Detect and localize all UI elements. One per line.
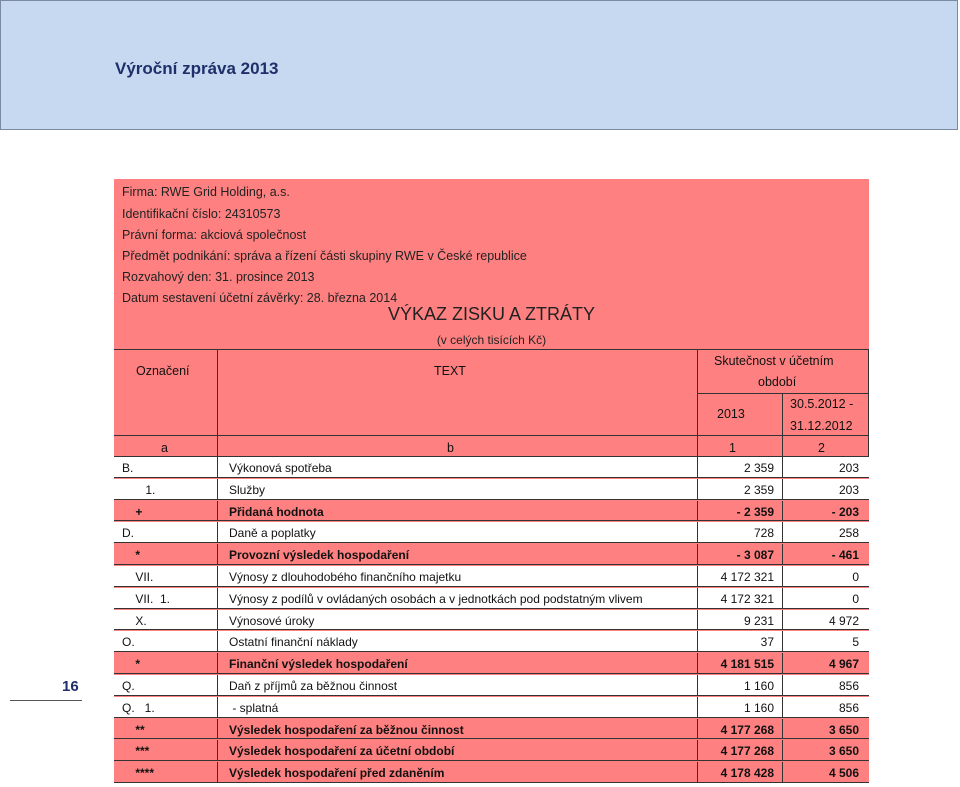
report-subtitle: (v celých tisících Kč) (436, 333, 547, 347)
compilation-date: Datum sestavení účetní závěrky: 28. března 2014 (122, 291, 398, 305)
row-value-2013: 9 231 (743, 613, 774, 628)
row-code: *** (122, 744, 150, 759)
row-code: * (122, 657, 141, 672)
row-value-2013: 4 178 428 (720, 766, 774, 781)
row-text: Výnosy z dlouhodobého finančního majetku (229, 570, 462, 584)
table-row (114, 610, 869, 631)
table-row (114, 631, 869, 652)
grid-line (782, 740, 783, 760)
row-value-2013: 4 177 268 (720, 744, 774, 759)
table-row (114, 740, 869, 761)
grid-line (697, 631, 698, 651)
table-row (114, 588, 869, 609)
row-code: O. (122, 635, 135, 650)
row-text: Ostatní finanční náklady (229, 635, 358, 650)
row-value-2013: 4 177 268 (720, 722, 774, 737)
grid-line (217, 588, 218, 608)
grid-line (697, 675, 698, 695)
legal-form: Právní forma: akciová společnost (122, 228, 307, 242)
grid-line (217, 653, 218, 673)
table-row (114, 501, 869, 522)
row-code: * (122, 548, 141, 563)
row-value-2013: 2 359 (743, 461, 774, 475)
grid-line (697, 610, 698, 630)
grid-line (697, 349, 698, 457)
grid-line (697, 653, 698, 673)
row-code: VII. 1. (122, 591, 171, 606)
row-value-2013: 4 172 321 (720, 570, 774, 584)
table-row (114, 697, 869, 718)
grid-line (697, 566, 698, 586)
col-header-text: TEXT (434, 364, 466, 378)
row-code: ** (122, 722, 145, 737)
company-name: Firma: RWE Grid Holding, a.s. (122, 185, 290, 199)
col-header-skutecnost: Skutečnost v účetním (714, 354, 834, 368)
col-header-prev-2: 31.12.2012 (790, 419, 853, 433)
grid-line (217, 697, 218, 717)
row-code: B. (122, 461, 134, 475)
col-index-2: 2 (818, 441, 825, 455)
row-value-prev: - 461 (831, 548, 859, 563)
col-index-b: b (447, 441, 454, 455)
row-value-prev: 203 (838, 461, 859, 475)
row-text: Výsledek hospodaření za běžnou činnost (229, 722, 464, 737)
business-activity: Předmět podnikání: správa a řízení části skupiny RWE v České republice (122, 249, 527, 263)
row-text: Provozní výsledek hospodaření (229, 548, 410, 563)
col-index-a: a (161, 441, 168, 455)
table-row (114, 457, 869, 478)
row-value-2013: 2 359 (743, 482, 774, 497)
row-code: Q. (122, 679, 135, 693)
table-row (114, 522, 869, 543)
row-code: + (122, 504, 143, 519)
grid-line (697, 719, 698, 739)
row-value-prev: - 203 (831, 504, 859, 519)
grid-line (217, 457, 218, 477)
row-value-prev: 5 (852, 635, 859, 650)
row-code: Q. 1. (122, 700, 155, 715)
page-number: 16 (62, 678, 79, 695)
grid-line (697, 522, 698, 542)
banner-title: Výroční zpráva 2013 (115, 59, 279, 78)
table-row (114, 479, 869, 500)
row-text: Výsledek hospodaření před zdaněním (229, 766, 445, 781)
grid-line (697, 740, 698, 760)
table-row (114, 719, 869, 740)
row-text: Výnosové úroky (229, 613, 315, 628)
grid-line (782, 393, 783, 457)
row-text: - splatná (229, 700, 279, 715)
grid-line (782, 719, 783, 739)
grid-line (782, 653, 783, 673)
row-value-prev: 856 (838, 700, 859, 715)
grid-line (217, 479, 218, 499)
col-index-1: 1 (729, 441, 736, 455)
grid-line (697, 762, 698, 782)
row-code: 1. (122, 482, 156, 497)
table-row (114, 762, 869, 783)
table-row (114, 653, 869, 674)
grid-line (217, 501, 218, 521)
grid-line (782, 544, 783, 564)
grid-line (217, 762, 218, 782)
grid-line (217, 522, 218, 542)
grid-line (782, 479, 783, 499)
grid-line (697, 457, 698, 477)
page-number-rule (10, 700, 82, 701)
row-text: Služby (229, 482, 266, 497)
income-statement (114, 179, 869, 782)
row-text: Daň z příjmů za běžnou činnost (229, 679, 398, 693)
grid-line (217, 349, 218, 457)
row-text: Finanční výsledek hospodaření (229, 657, 408, 672)
row-value-2013: 728 (753, 526, 774, 541)
grid-line (217, 740, 218, 760)
report-title: VÝKAZ ZISKU A ZTRÁTY (387, 304, 596, 324)
grid-line (697, 393, 869, 394)
grid-line (697, 544, 698, 564)
table-row (114, 675, 869, 696)
col-header-oznaceni: Označení (136, 364, 190, 378)
company-id: Identifikační číslo: 24310573 (122, 207, 281, 221)
col-header-obdobi: období (758, 375, 797, 389)
grid-line (217, 610, 218, 630)
row-code: **** (122, 766, 155, 781)
row-value-prev: 3 650 (828, 722, 859, 737)
col-header-prev-1: 30.5.2012 - (790, 397, 854, 411)
table-row (114, 566, 869, 587)
row-value-prev: 4 972 (828, 613, 859, 628)
row-value-2013: 1 160 (743, 700, 774, 715)
row-value-prev: 0 (852, 570, 859, 584)
grid-line (782, 522, 783, 542)
grid-line (782, 675, 783, 695)
row-value-prev: 0 (852, 591, 859, 606)
grid-line (782, 762, 783, 782)
grid-line (114, 435, 869, 436)
row-value-prev: 3 650 (828, 744, 859, 759)
row-value-2013: - 3 087 (736, 548, 774, 563)
row-code: X. (122, 613, 147, 628)
row-value-prev: 4 967 (828, 657, 859, 672)
row-text: Výnosy z podílů v ovládaných osobách a v jednotkách pod podstatným vlivem (229, 591, 643, 606)
header-banner (0, 0, 958, 130)
grid-line (217, 544, 218, 564)
col-header-2013: 2013 (717, 407, 745, 421)
grid-line (697, 479, 698, 499)
grid-line (782, 697, 783, 717)
row-value-2013: 4 172 321 (720, 591, 774, 606)
row-text: Výkonová spotřeba (229, 461, 332, 475)
row-code: VII. (122, 570, 154, 584)
row-code: D. (122, 526, 134, 541)
balance-date: Rozvahový den: 31. prosince 2013 (122, 270, 315, 284)
row-value-prev: 4 506 (828, 766, 859, 781)
grid-line (782, 501, 783, 521)
grid-line (782, 631, 783, 651)
grid-line (217, 719, 218, 739)
row-value-prev: 258 (838, 526, 859, 541)
grid-line (217, 675, 218, 695)
row-value-prev: 856 (838, 679, 859, 693)
grid-line (782, 457, 783, 477)
table-row (114, 544, 869, 565)
row-value-2013: - 2 359 (736, 504, 774, 519)
row-value-2013: 1 160 (743, 679, 774, 693)
grid-line (697, 697, 698, 717)
grid-line (697, 501, 698, 521)
grid-line (114, 349, 869, 350)
row-text: Výsledek hospodaření za účetní období (229, 744, 455, 759)
row-value-prev: 203 (838, 482, 859, 497)
grid-line (782, 566, 783, 586)
grid-line (697, 588, 698, 608)
row-text: Daně a poplatky (229, 526, 316, 541)
row-value-2013: 4 181 515 (720, 657, 774, 672)
grid-line (782, 588, 783, 608)
grid-line (782, 610, 783, 630)
grid-line (868, 349, 869, 457)
grid-line (217, 566, 218, 586)
row-value-2013: 37 (760, 635, 774, 650)
grid-line (217, 631, 218, 651)
row-text: Přidaná hodnota (229, 504, 324, 519)
